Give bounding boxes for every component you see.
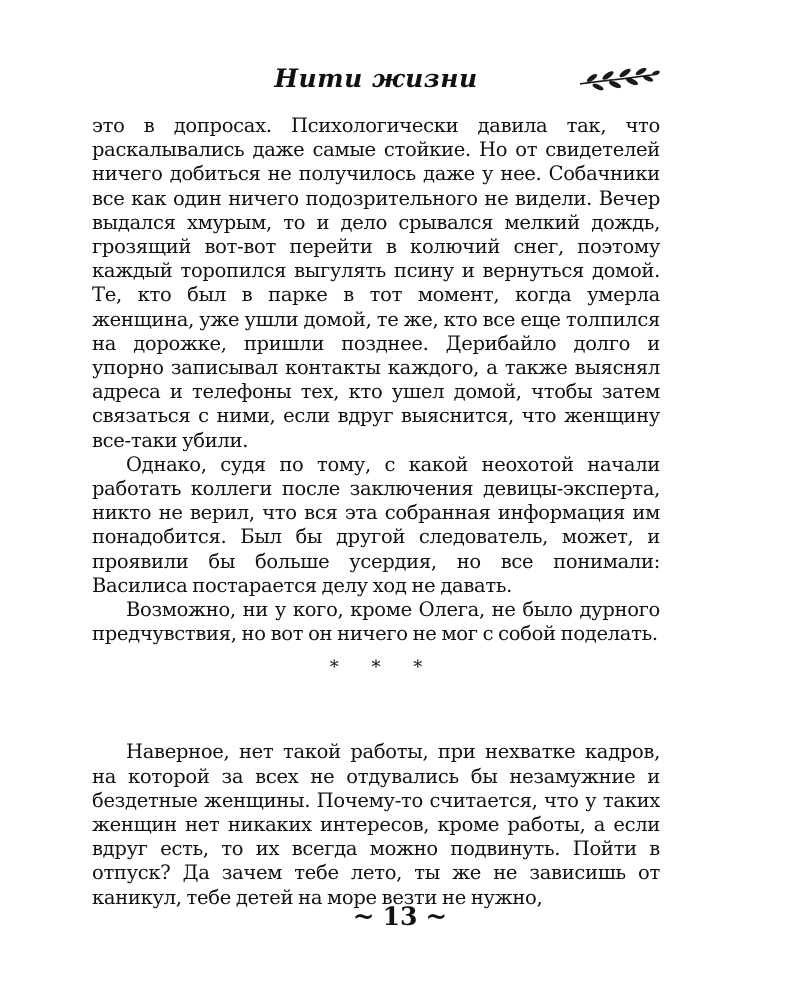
paragraph-continued: это в допросах. Психологически давила так, что раскалывались даже самые стойкие. Но от свидетелей ничего добиться не получилось даже у нее. Собачники все как один ничего подозрительного не видели. Вечер выдался хмурым, то и дело срывался мелкий дождь, грозящий вот-вот перейти в колючий снег, поэтому каждый торопился выгулять псину и вернуться домой. Те, кто был в парке в тот момент, когда умерла женщина, уже ушли домой, те же, кто все еще толпился на дорожке, пришли позднее. Дерибайло долго и упорно записывал контакты каждого, а также выяснял адреса и телефоны тех, кто ушел домой, чтобы затем связаться с ними, если вдруг выяснится, что женщину все-таки убили. — [92, 114, 660, 452]
paragraph: Наверное, нет такой работы, при нехватке кадров, на которой за всех не отдувались бы незамужние и бездетные женщины. Почему-то считается, что у таких женщин нет никаких интересов, кроме работы, а если вдруг есть, то их всегда можно подвинуть. Пойти в отпуск? Да зачем тебе лето, ты же не зависишь от каникул, тебе детей на море везти не нужно, — [92, 740, 660, 909]
tilde-right: ~ — [425, 902, 448, 932]
page-number-footer — [0, 902, 800, 932]
page-header — [92, 64, 660, 98]
paragraph: Возможно, ни у кого, кроме Олега, не было дурного предчувствия, но вот он ничего не мог с собой поделать. — [92, 598, 660, 646]
page-body — [92, 114, 660, 910]
section-separator: * * * — [329, 657, 437, 679]
running-title: Нити жизни — [274, 64, 478, 93]
paragraph: Однако, судя по тому, с какой неохотой начали работать коллеги после заключения девицы-эксперта, никто не верил, что вся эта собранная информация им понадобится. Был бы другой следователь, может, и проявили бы больше усердия, но все понимали: Василиса постарается делу ход не давать. — [92, 452, 660, 597]
tilde-left: ~ — [352, 902, 375, 932]
page-number: 13 — [382, 902, 418, 931]
laurel-branch-icon — [578, 68, 660, 92]
